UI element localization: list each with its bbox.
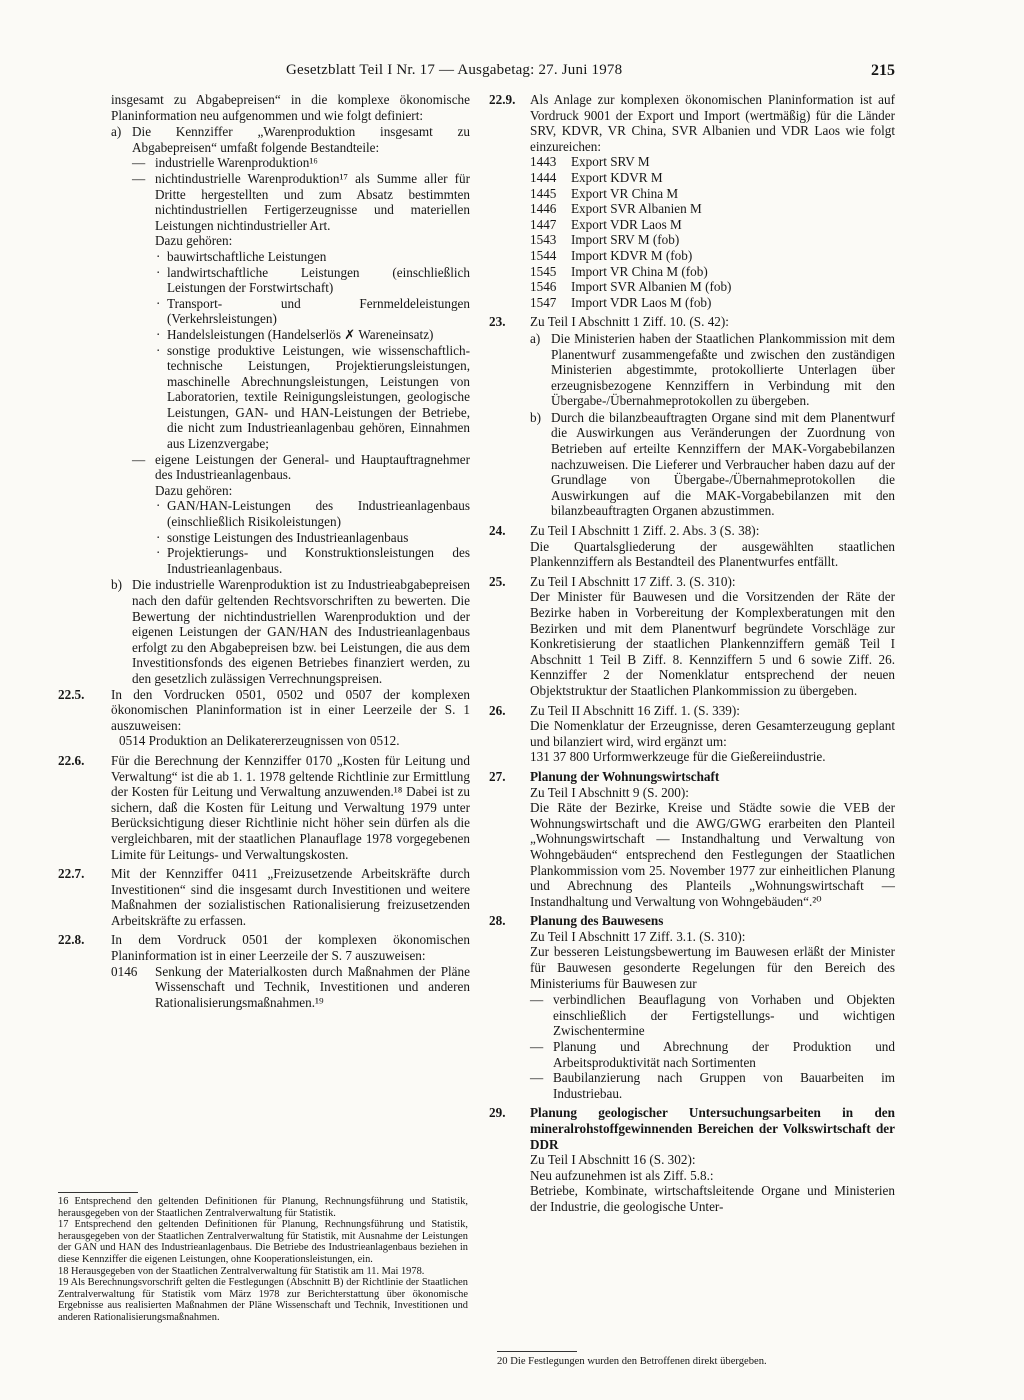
- code-label: Export KDVR M: [571, 169, 663, 185]
- dazu-heading: Dazu gehören:: [155, 482, 233, 498]
- footnote-19: 19 Als Berechnungsvorschrift gelten die Festlegungen (Abschnitt B) der Richtlinie der Staatlichen Zentralverwaltung für Statistik vom März 1978 zur Berichterstattung über ökonomische Ergebnisse aus realisierten Maßnahmen der Pläne Wissenschaft und Technik, Investitionen und anderen Rationalisierungsmaßnahmen.: [58, 1277, 468, 1323]
- item-b: [111, 577, 470, 686]
- code-label: Import VDR Laos M (fob): [571, 294, 712, 310]
- code-number: 1445: [530, 185, 557, 201]
- entry-text: Als Anlage zur komplexen ökonomischen Planinformation ist auf Vordruck 9001 der Export und Import (wertmäßig) für die Länder SRV, KDVR, VR China, SVR Albanien und VDR Laos wie folgt einzureichen:: [530, 92, 895, 154]
- code-row: [530, 201, 895, 217]
- entry-22-5: [58, 687, 470, 749]
- footnote-17: 17 Entsprechend den geltenden Definitionen für Planung, Rechnungsführung und Statistik, herausgegeben von der Staatlichen Zentralverwaltung für Statistik, mit Ausnahme der Leistungen der GAN und HAN des Industrieanlagenbaus. Die Betriebe des Industrieanlagenbaus beziehen in diese Kennziffer die eigenen Leistungen, ohne Kooperationsleistungen, ein.: [58, 1219, 468, 1265]
- entry-text: In den Vordrucken 0501, 0502 und 0507 der komplexen ökonomischen Planinformation ist in einer Leerzeile der S. 1 auszuweisen:: [111, 686, 470, 733]
- bullet-marker: ·: [156, 529, 161, 545]
- footnotes-left: [58, 1196, 468, 1324]
- bullet-text: sonstige produktive Leistungen, wie wissenschaftlich-technische Leistungen, Projektierungsleistungen, maschinelle Abrechnungsleistungen, Leistungen von Laboratorien, textile Reinigungsleistungen, geologische Leistungen, GAN- und HAN-Leistungen der Betriebe, die nicht zum Industrieanlagenbau gehören, Einnahmen aus Lizenzvergabe;: [167, 342, 470, 452]
- dash-marker: —: [132, 451, 146, 467]
- intro-paragraph: insgesamt zu Abgabepreisen“ in die komplexe ökonomische Planinformation neu aufgenommen und wie folgt definiert:: [111, 92, 470, 123]
- entry-24: [489, 523, 895, 570]
- code-label: Import SRV M (fob): [571, 232, 680, 248]
- code-row: [530, 217, 895, 233]
- code-number: 1545: [530, 263, 557, 279]
- dash-text: verbindlichen Beauflagung von Vorhaben und Objekten einschließlich der Fertigstellungs- und wichtigen Zwischentermine: [553, 992, 895, 1039]
- dash-item: [530, 1039, 895, 1070]
- code-number: 1444: [530, 169, 557, 185]
- entry-number: 27.: [489, 768, 506, 784]
- item-b-text: Die industrielle Warenproduktion ist zu Industrieabgabepreisen nach den dafür geltenden Rechtsvorschriften zu bewerten. Die Bewertung der nichtindustriellen Warenproduktion und der eigenen Leistungen der GAN/HAN des Industrieanlagenbaus erfolgt zu den Abgabepreisen bzw. bei Leistungen, die aus dem Investitionsfonds des eigenen Betriebes finanziert werden, zu den gesetzlich zulässigen Verrechnungspreisen.: [132, 577, 470, 686]
- footnote-rule: [58, 1192, 138, 1193]
- entry-text: Mit der Kennziffer 0411 „Freizusetzende Arbeitskräfte durch Investitionen“ sind die insgesamt durch Investitionen und weitere Maßnahmen der sozialistischen Rationalisierung freizusetzenden Arbeitskräfte zu erfassen.: [111, 866, 470, 928]
- entry-text: Betriebe, Kombinate, wirtschaftsleitende Organe und Ministerien der Industrie, die geologische Unter-: [530, 1183, 895, 1214]
- entry-line: 0514 Produktion an Delikatererzeugnissen von 0512.: [119, 733, 400, 749]
- code-number: 1447: [530, 216, 557, 232]
- code-number: 1546: [530, 279, 557, 295]
- bullet-text: sonstige Leistungen des Industrieanlagenbaus: [167, 529, 409, 545]
- dazu-block-2: [132, 483, 470, 577]
- footnote-16: 16 Entsprechend den geltenden Definitionen für Planung, Rechnungsführung und Statistik, herausgegeben von der Staatlichen Zentralverwaltung für Statistik.: [58, 1196, 468, 1219]
- dash-list: [530, 992, 895, 1101]
- code-number: 0146: [111, 963, 138, 979]
- code-row: [530, 186, 895, 202]
- bullet-item: [155, 498, 470, 529]
- entry-number: 22.6.: [58, 752, 85, 768]
- bullet-text: bauwirtschaftliche Leistungen: [167, 248, 327, 264]
- bullet-marker: ·: [156, 498, 161, 514]
- code-text: Senkung der Materialkosten durch Maßnahmen der Pläne Wissenschaft und Technik, Investitionen und anderen Rationalisierungsmaßnahmen.¹⁹: [155, 963, 470, 1010]
- dash-marker: —: [530, 1070, 544, 1086]
- code-number: 1547: [530, 294, 557, 310]
- entry-number: 22.5.: [58, 686, 85, 702]
- entry-title: Planung geologischer Untersuchungsarbeiten in den mineralrohstoffgewinnenden Bereichen der Volkswirtschaft der DDR: [530, 1105, 895, 1152]
- bullet-item: [155, 327, 470, 343]
- dash-item: [132, 452, 470, 483]
- bullet-item: [155, 343, 470, 452]
- code-row: [530, 232, 895, 248]
- code-number: 1543: [530, 232, 557, 248]
- dash-item: [132, 171, 470, 233]
- entry-heading: Zu Teil I Abschnitt 17 Ziff. 3. (S. 310):: [530, 573, 736, 589]
- footnote-20: 20 Die Festlegungen wurden den Betroffenen direkt übergeben.: [497, 1356, 767, 1367]
- dash-marker: —: [132, 170, 146, 186]
- footnote-rule: [497, 1351, 577, 1352]
- entry-27: [489, 769, 895, 909]
- code-label: Import KDVR M (fob): [571, 247, 693, 263]
- code-label: Import SVR Albanien M (fob): [571, 279, 732, 295]
- code-row: [530, 154, 895, 170]
- item-a-text: Die Kennziffer „Warenproduktion insgesamt zu Abgabepreisen“ umfaßt folgende Bestandteile:: [132, 124, 470, 155]
- dazu-heading: Dazu gehören:: [155, 233, 233, 249]
- entry-title: Planung des Bauwesens: [530, 913, 664, 929]
- entry-line: Neu aufzunehmen ist als Ziff. 5.8.:: [530, 1167, 714, 1183]
- entry-22-6: [58, 753, 470, 862]
- entry-number: 28.: [489, 913, 506, 929]
- bullet-marker: ·: [156, 248, 161, 264]
- entry-heading: Zu Teil I Abschnitt 1 Ziff. 2. Abs. 3 (S. 38):: [530, 523, 760, 539]
- dash-marker: —: [530, 992, 544, 1008]
- code-row: [530, 170, 895, 186]
- item-a: [111, 124, 470, 576]
- bullet-marker: ·: [156, 545, 161, 561]
- item-a-text: Die Ministerien haben der Staatlichen Plankommission mit dem Planentwurf zusammengefaßte und zwischen den zuständigen Ministerien abgestimmte, protokollierte Unterlagen über erzeugnisbezogene Kennziffern in Verbindung mit den Übergabe-/Übernahmeprotokollen zu übergeben.: [551, 330, 895, 409]
- bullet-text: GAN/HAN-Leistungen des Industrieanlagenbaus (einschließlich Risikoleistungen): [167, 498, 470, 530]
- bullet-item: [155, 530, 470, 546]
- code-list: [530, 154, 895, 310]
- dazu-block-1: [132, 233, 470, 451]
- dash-item: [132, 155, 470, 171]
- left-column: [58, 92, 470, 1014]
- bullet-marker: ·: [156, 295, 161, 311]
- entry-text: Die Quartalsgliederung der ausgewählten staatlichen Plankennziffern als Bestandteil des Planentwurfes entfällt.: [530, 538, 895, 570]
- entry-heading: Zu Teil I Abschnitt 17 Ziff. 3.1. (S. 310):: [530, 928, 746, 944]
- code-number: 1446: [530, 201, 557, 217]
- dash-text: industrielle Warenproduktion¹⁶: [155, 155, 318, 171]
- entry-number: 22.7.: [58, 866, 85, 882]
- dash-text: Planung und Abrechnung der Produktion und Arbeitsproduktivität nach Sortimenten: [553, 1039, 895, 1070]
- item-a-label: a): [530, 330, 541, 346]
- entry-number: 24.: [489, 523, 506, 539]
- code-label: Import VR China M (fob): [571, 263, 708, 279]
- entry-heading: Zu Teil II Abschnitt 16 Ziff. 1. (S. 339):: [530, 702, 740, 718]
- entry-22-7: [58, 866, 470, 928]
- entry-28: [489, 913, 895, 1101]
- code-row: [530, 295, 895, 311]
- entry-text: Die Räte der Bezirke, Kreise und Städte sowie die VEB der Wohnungswirtschaft und die AWG/GWG erarbeiten den Planteil „Wohnungswirtschaft — Instandhaltung und Verwaltung von Wohngebäuden“ entsprechend den Festlegungen der Staatlichen Plankommission vom 25. November 1977 zur einheitlichen Planung und Abrechnung des Planteils „Wohnungswirtschaft — Instandhaltung und Verwaltung von Wohngebäuden“.²⁰: [530, 800, 895, 909]
- entry-line: 131 37 800 Urformwerkzeuge für die Gießereiindustrie.: [530, 749, 826, 765]
- code-number: 1443: [530, 154, 557, 170]
- entry-29: [489, 1105, 895, 1214]
- item-a-label: a): [111, 124, 122, 140]
- bullet-text: Projektierungs- und Konstruktionsleistungen des Industrieanlagenbaus.: [167, 545, 470, 576]
- entry-heading: Zu Teil I Abschnitt 1 Ziff. 10. (S. 42):: [530, 314, 729, 330]
- dash-text: Baubilanzierung nach Gruppen von Bauarbeiten im Industriebau.: [553, 1070, 895, 1101]
- dash-item: [530, 1070, 895, 1101]
- code-line: [111, 964, 470, 1011]
- bullet-item: [155, 545, 470, 576]
- entry-26: [489, 703, 895, 765]
- entry-number: 25.: [489, 573, 506, 589]
- entry-heading: Zu Teil I Abschnitt 9 (S. 200):: [530, 784, 689, 800]
- page-number: 215: [871, 62, 895, 79]
- entry-22-8: [58, 932, 470, 1010]
- dash-text: eigene Leistungen der General- und Hauptauftragnehmer des Industrieanlagenbaus.: [155, 451, 470, 483]
- item-b-label: b): [530, 409, 541, 425]
- entry-title: Planung der Wohnungswirtschaft: [530, 768, 720, 784]
- code-row: [530, 279, 895, 295]
- intro-block: [58, 92, 470, 687]
- entry-text: In dem Vordruck 0501 der komplexen ökonomischen Planinformation ist in einer Leerzeile der S. 7 auszuweisen:: [111, 932, 470, 964]
- code-label: Export VDR Laos M: [571, 216, 682, 232]
- bullet-text: Transport- und Fernmeldeleistungen (Verkehrsleistungen): [167, 295, 470, 327]
- entry-22-9: [489, 92, 895, 310]
- dash-marker: —: [132, 155, 146, 171]
- entry-number: 22.8.: [58, 932, 85, 948]
- right-column: [489, 92, 895, 1219]
- item-b: [530, 410, 895, 519]
- bullet-text: Handelsleistungen (Handelserlös ✗ Wareneinsatz): [167, 326, 434, 342]
- entry-text: Der Minister für Bauwesen und die Vorsitzenden der Räte der Bezirke haben in Vorbereitung der Komplexberatungen mit den Bezirken und mit dem Planentwurf begründete Vorschläge zur Konkretisierung der staatlichen Plankennziffern gemäß Teil I Abschnitt 1 Teil B Ziff. 8. Kennziffern 5 und 6 sowie Ziff. 26. Kennziffer 2 der Nomenklatur entsprechend der neuen Objektstruktur der Staatlichen Plankommission zu übergeben.: [530, 589, 895, 698]
- code-number: 1544: [530, 247, 557, 263]
- footnote-18: 18 Herausgegeben von der Staatlichen Zentralverwaltung für Statistik am 11. Mai 1978.: [58, 1265, 425, 1277]
- bullet-marker: ·: [156, 326, 161, 342]
- entry-25: [489, 574, 895, 699]
- page-header: [0, 62, 1024, 84]
- entry-text: Für die Berechnung der Kennziffer 0170 „Kosten für Leitung und Verwaltung“ ist die ab 1. 1. 1978 geltende Richtlinie zur Ermittlung der Kosten für Leitung und Verwaltung anzuwenden.¹⁸ Dabei ist zu sichern, daß die Kosten für Leitung und Verwaltung 1979 unter Berücksichtigung dieser Richtlinie nicht höher sein dürfen als die vergleichbaren, mit der staatlichen Planauflage 1978 vorgegebenen Limite für Leitungs- und Verwaltungskosten.: [111, 752, 470, 862]
- entry-23: [489, 314, 895, 519]
- bullet-item: [155, 296, 470, 327]
- entry-number: 23.: [489, 314, 506, 330]
- entry-text: Zur besseren Leistungsbewertung im Bauwesen erläßt der Minister für Bauwesen gesonderte Regelungen für den Bereich des Ministeriums für Bauwesen zur: [530, 944, 895, 991]
- bullet-item: [155, 249, 470, 265]
- code-label: Export SRV M: [571, 154, 650, 170]
- dash-text: nichtindustrielle Warenproduktion¹⁷ als Summe aller für Dritte hergestellten und zum Absatz bestimmten nichtindustriellen Fertigerzeugnisse und materiellen Leistungen nichtindustrieller Art.: [155, 170, 470, 233]
- item-a: [530, 331, 895, 409]
- gazette-title: Gesetzblatt Teil I Nr. 17 — Ausgabetag: 27. Juni 1978: [286, 62, 623, 78]
- code-row: [530, 248, 895, 264]
- entry-number: 22.9.: [489, 92, 516, 107]
- item-b-label: b): [111, 577, 122, 593]
- dash-marker: —: [530, 1039, 544, 1055]
- bullet-text: landwirtschaftliche Leistungen (einschließlich Leistungen der Forstwirtschaft): [167, 264, 470, 296]
- entry-number: 29.: [489, 1105, 506, 1121]
- bullet-marker: ·: [156, 264, 161, 280]
- bullet-item: [155, 265, 470, 296]
- item-b-text: Durch die bilanzbeauftragten Organe sind mit dem Planentwurf die Auswirkungen aus Veränderungen der Zuordnung von Betrieben auf erteilte Kennziffern der MAK-Vorgabebilanzen nachzuweisen. Die Lieferer und Verbraucher haben dazu auf der Grundlage von Übergabe-/Übernahmeprotokollen die Auswirkungen auf die MAK-Vorgabebilanzen mit den bilanzbeauftragten Organen abzustimmen.: [551, 409, 895, 519]
- code-label: Export SVR Albanien M: [571, 201, 702, 217]
- bullet-marker: ·: [156, 342, 161, 358]
- entry-number: 26.: [489, 702, 506, 718]
- entry-heading: Zu Teil I Abschnitt 16 (S. 302):: [530, 1152, 696, 1168]
- code-row: [530, 264, 895, 280]
- code-label: Export VR China M: [571, 185, 679, 201]
- entry-text: Die Nomenklatur der Erzeugnisse, deren Gesamterzeugung geplant und bilanziert wird, wird ergänzt um:: [530, 718, 895, 749]
- dash-item: [530, 992, 895, 1039]
